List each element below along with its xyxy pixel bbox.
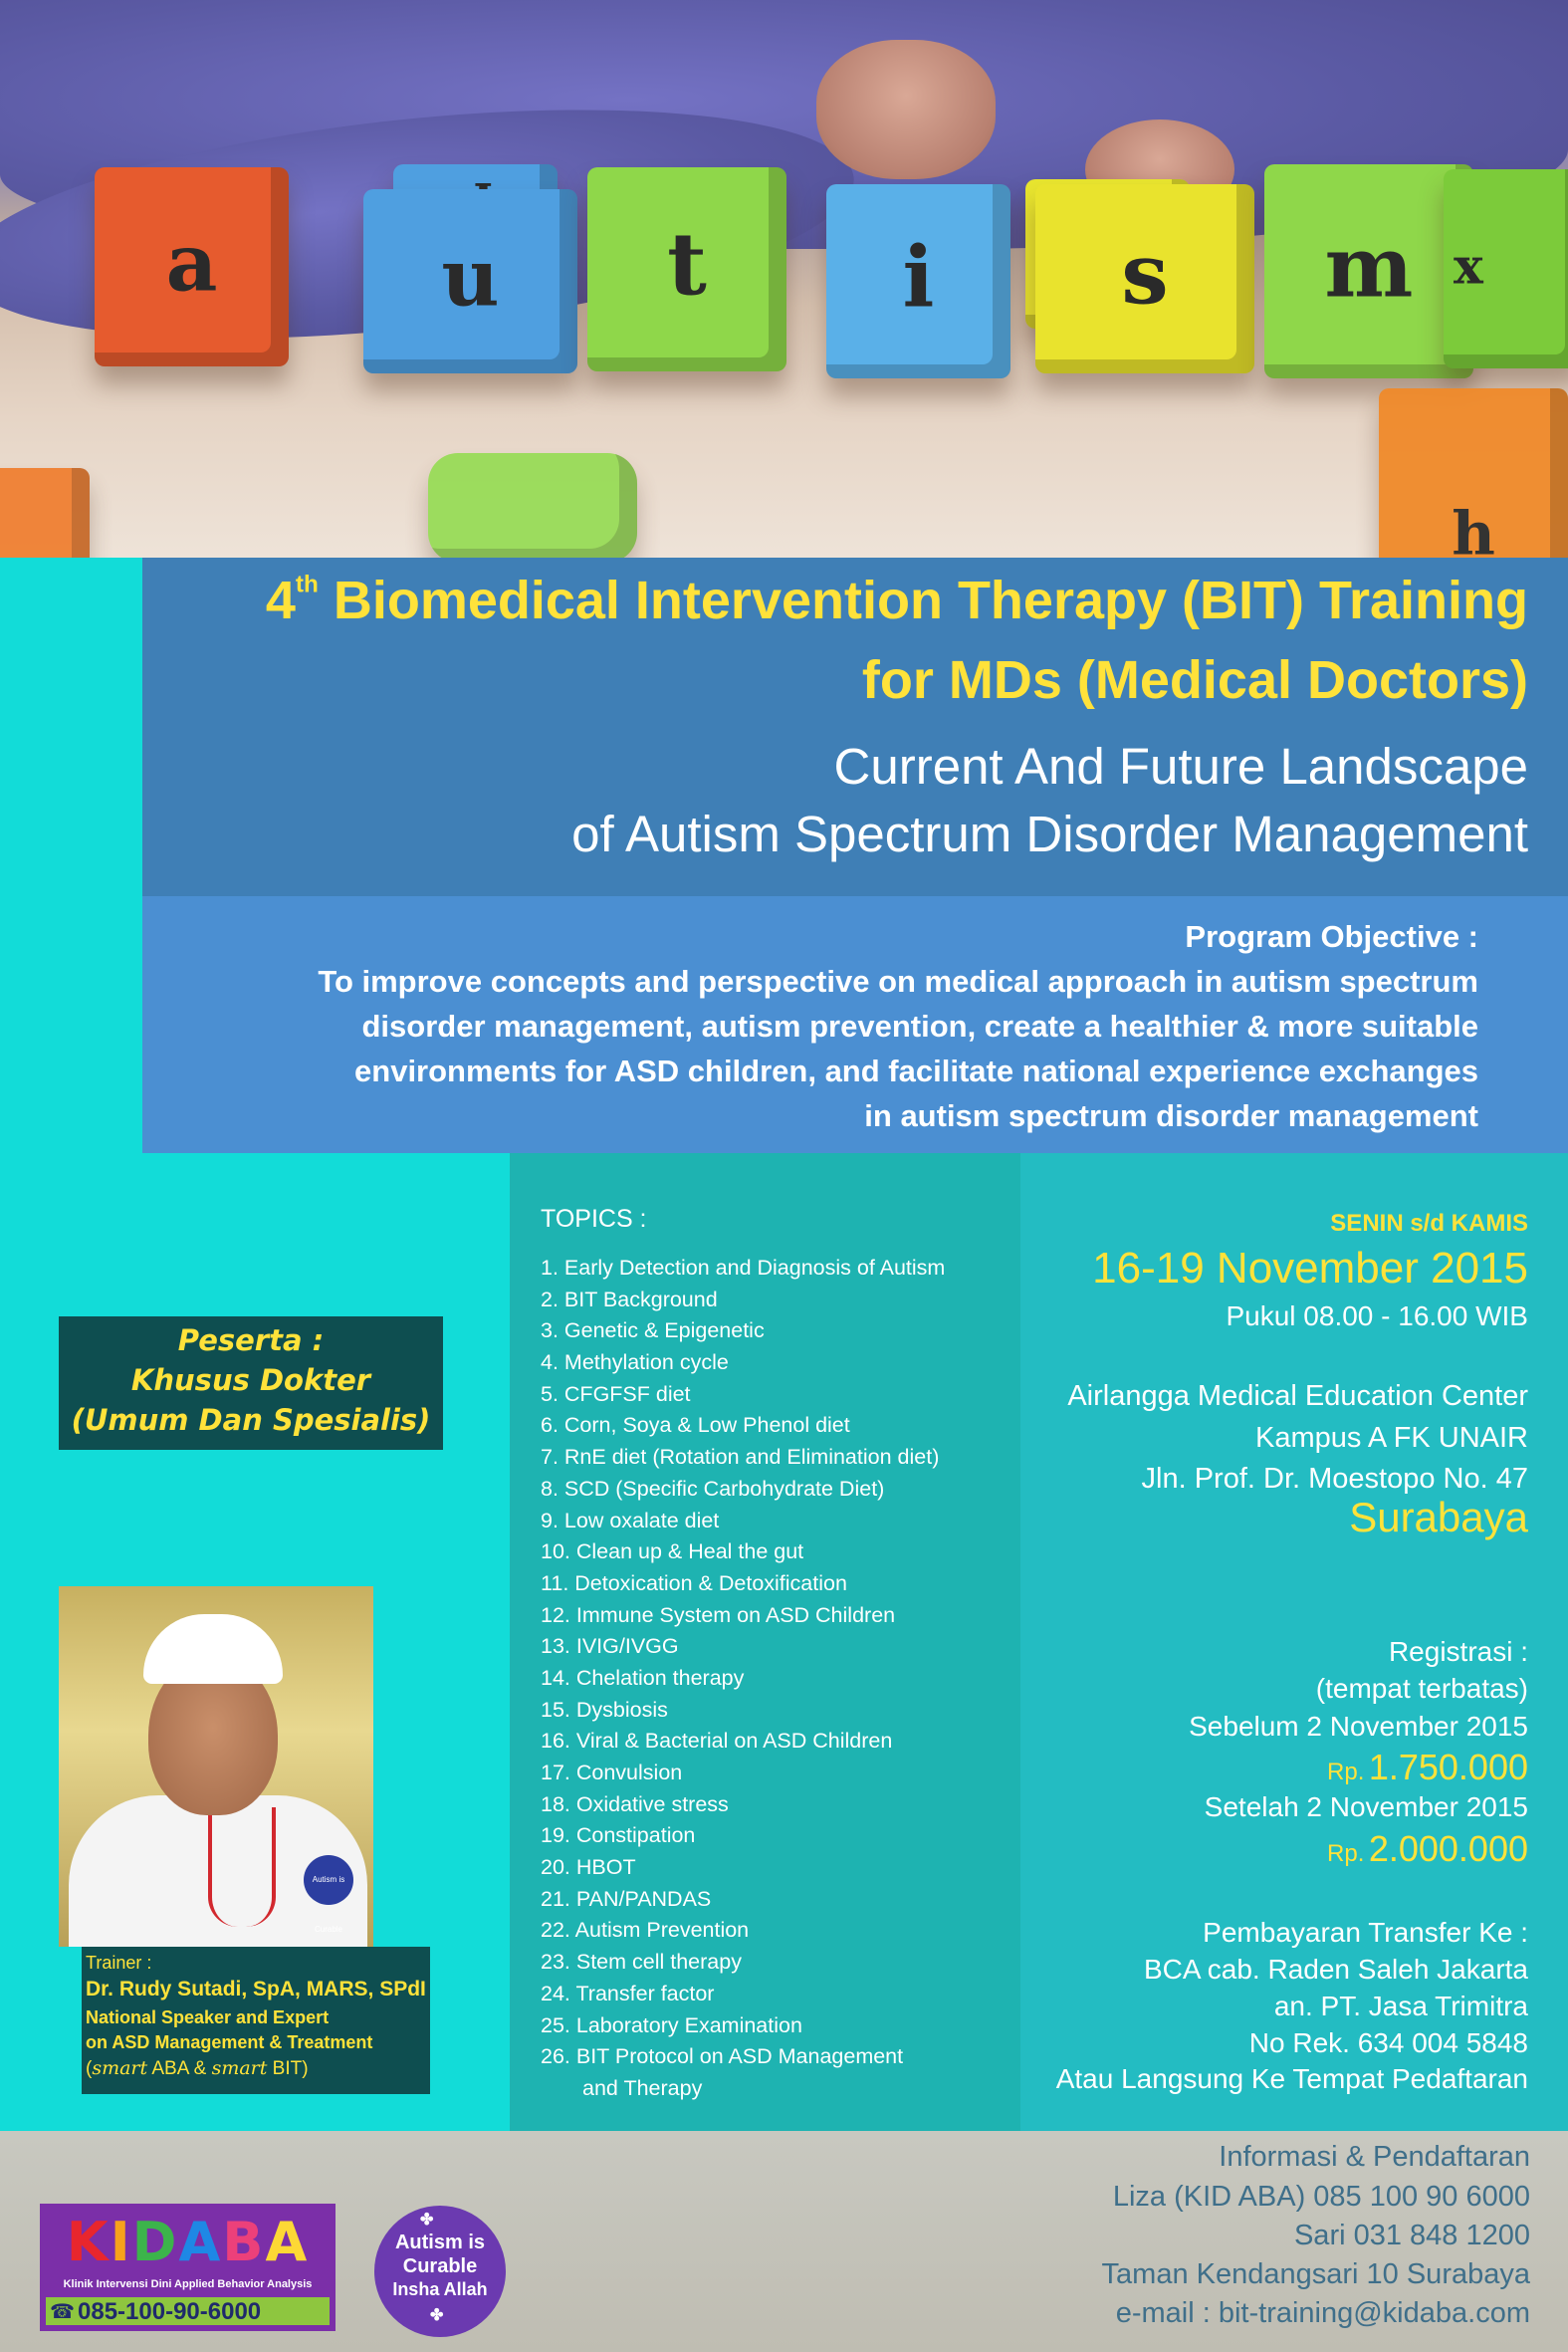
objective-line: environments for ASD children, and facilitate national experience exchanges	[354, 1054, 1478, 1088]
payment-bank: BCA cab. Raden Saleh Jakarta	[1143, 1954, 1528, 1985]
objective-line: in autism spectrum disorder management	[864, 1098, 1478, 1133]
program-text: BIT)	[267, 2058, 309, 2079]
phone-icon: ☎	[50, 2299, 75, 2323]
kidaba-tagline: Klinik Intervensi Dini Applied Behavior Analysis	[63, 2278, 313, 2290]
topic-item: 26. BIT Protocol on ASD Management	[541, 2044, 904, 2069]
badge-line: Curable	[402, 2255, 478, 2277]
footer-email[interactable]: e-mail : bit-training@kidaba.com	[1115, 2297, 1530, 2329]
schedule-time: Pukul 08.00 - 16.00 WIB	[1226, 1300, 1528, 1331]
trainer-cap	[143, 1614, 283, 1684]
participants-line: Khusus Dokter	[130, 1363, 371, 1397]
cube-i: i	[826, 184, 1010, 378]
participants-line: (Umum Dan Spesialis)	[71, 1403, 431, 1437]
topic-item: 12. Immune System on ASD Children	[541, 1602, 896, 1627]
footer-address: Taman Kendangsari 10 Surabaya	[1101, 2258, 1530, 2290]
objective-line: disorder management, autism prevention, create a healthier & more suitable	[361, 1009, 1478, 1044]
event-title-text: Biomedical Intervention Therapy (BIT) Training	[318, 571, 1528, 630]
payment-heading: Pembayaran Transfer Ke :	[1203, 1917, 1528, 1948]
topic-item: 7. RnE diet (Rotation and Elimination diet)	[541, 1445, 940, 1470]
topic-item: 1. Early Detection and Diagnosis of Autism	[541, 1256, 946, 1280]
venue-city: Surabaya	[1349, 1494, 1528, 1540]
payment-account-number: No Rek. 634 004 5848	[1248, 2027, 1528, 2058]
topic-item: 16. Viral & Bacterial on ASD Children	[541, 1729, 893, 1754]
kidaba-letter: K	[66, 2211, 111, 2273]
topic-item: 4. Methylation cycle	[541, 1350, 729, 1375]
objective-heading: Program Objective :	[1185, 919, 1478, 954]
topic-item: 14. Chelation therapy	[541, 1665, 745, 1690]
cube-u: u	[363, 189, 577, 373]
cube-s: s	[1035, 184, 1254, 373]
topic-item: 13. IVIG/IVGG	[541, 1634, 679, 1659]
payment-alternative: Atau Langsung Ke Tempat Pedaftaran	[1055, 2063, 1528, 2094]
topic-item: 23. Stem cell therapy	[541, 1950, 742, 1975]
cube-green-blur	[428, 453, 637, 558]
topic-item: 24. Transfer factor	[541, 1981, 715, 2005]
topic-item: 6. Corn, Soya & Low Phenol diet	[541, 1413, 850, 1438]
objective-panel	[142, 896, 1568, 1153]
kidaba-letter: I	[110, 2211, 132, 2273]
trainer-card	[82, 1947, 430, 2094]
participants-heading: Peserta :	[177, 1323, 325, 1357]
cube-orange-left-blur	[0, 468, 90, 558]
hand-shape	[816, 40, 996, 179]
trainer-lanyard	[208, 1807, 276, 1927]
badge-line: Autism is	[394, 2232, 486, 2253]
puzzle-icon: ✤	[420, 2212, 434, 2229]
smart-word: smart	[211, 2057, 268, 2079]
kidaba-letter: B	[222, 2211, 266, 2273]
event-title-line1	[266, 570, 1528, 631]
registration-before-price	[1327, 1747, 1528, 1788]
subtitle-line1: Current And Future Landscape	[833, 738, 1528, 795]
topic-item: 15. Dysbiosis	[541, 1697, 668, 1722]
venue-address: Jln. Prof. Dr. Moestopo No. 47	[1141, 1463, 1528, 1495]
edition-suffix: th	[295, 571, 319, 598]
topic-item: 21. PAN/PANDAS	[541, 1886, 712, 1911]
trainer-badge: Autism is Curable	[304, 1855, 353, 1905]
registration-heading: Registrasi :	[1388, 1636, 1528, 1667]
venue-name: Airlangga Medical Education Center	[1067, 1380, 1528, 1412]
topic-item: 22. Autism Prevention	[541, 1918, 750, 1943]
trainer-description: on ASD Management & Treatment	[86, 2032, 373, 2052]
cube-x-edge: x	[1444, 169, 1568, 368]
kidaba-letter: A	[265, 2211, 310, 2273]
topic-item: 20. HBOT	[541, 1855, 636, 1880]
trainer-programs	[86, 2057, 309, 2080]
hero-photo	[0, 0, 1568, 558]
cube-t: t	[587, 167, 786, 371]
badge-line: Insha Allah	[392, 2279, 488, 2299]
topic-item-continuation: and Therapy	[582, 2075, 703, 2100]
topic-item: 19. Constipation	[541, 1823, 696, 1848]
topic-item: 25. Laboratory Examination	[541, 2012, 802, 2037]
topics-list	[541, 1253, 945, 2105]
cube-a: a	[95, 167, 289, 366]
topic-item: 8. SCD (Specific Carbohydrate Diet)	[541, 1476, 885, 1501]
price-value: 2.000.000	[1368, 1828, 1528, 1869]
currency-label: Rp.	[1327, 1759, 1365, 1785]
puzzle-icon: ✤	[430, 2307, 444, 2324]
trainer-label: Trainer :	[86, 1953, 152, 1973]
registration-note: (tempat terbatas)	[1315, 1673, 1528, 1704]
payment-account-name: an. PT. Jasa Trimitra	[1273, 1991, 1528, 2021]
topic-item: 2. BIT Background	[541, 1287, 718, 1311]
program-text: ABA &	[147, 2058, 212, 2079]
registration-after-label: Setelah 2 November 2015	[1204, 1791, 1528, 1822]
objective-line: To improve concepts and perspective on medical approach in autism spectrum	[318, 964, 1478, 999]
topic-item: 17. Convulsion	[541, 1761, 683, 1784]
kidaba-letter: A	[178, 2211, 223, 2273]
kidaba-phone: 085-100-90-6000	[78, 2298, 262, 2325]
kidaba-logo	[40, 2204, 336, 2331]
trainer-name: Dr. Rudy Sutadi, SpA, MARS, SPdI	[86, 1978, 426, 2000]
trainer-description: National Speaker and Expert	[86, 2007, 330, 2027]
edition-number: 4	[265, 571, 296, 630]
smart-word: smart	[92, 2057, 148, 2079]
cube-orange-right-blur: h	[1379, 388, 1568, 558]
footer-contact: Liza (KID ABA) 085 100 90 6000	[1112, 2181, 1530, 2213]
objective-text	[318, 914, 1478, 1138]
registration-before-label: Sebelum 2 November 2015	[1189, 1711, 1528, 1742]
subtitle-line2: of Autism Spectrum Disorder Management	[571, 806, 1528, 862]
currency-label: Rp.	[1327, 1840, 1365, 1867]
footer-contact: Sari 031 848 1200	[1293, 2220, 1530, 2251]
topic-item: 10. Clean up & Heal the gut	[541, 1539, 804, 1564]
paren: (	[86, 2058, 93, 2079]
event-title-line2: for MDs (Medical Doctors)	[861, 650, 1528, 710]
kidaba-letters	[50, 2212, 326, 2273]
autism-curable-badge	[374, 2206, 506, 2337]
topic-item: 3. Genetic & Epigenetic	[541, 1318, 765, 1343]
venue-campus: Kampus A FK UNAIR	[1255, 1422, 1528, 1454]
trainer-photo	[59, 1586, 373, 1947]
participants-box	[59, 1316, 443, 1450]
schedule-days: SENIN s/d KAMIS	[1330, 1210, 1528, 1237]
topic-item: 18. Oxidative stress	[541, 1791, 729, 1816]
footer-info-heading: Informasi & Pendaftaran	[1219, 2141, 1530, 2173]
cube-m: m	[1264, 164, 1473, 378]
topic-item: 5. CFGFSF diet	[541, 1381, 691, 1406]
schedule-dates: 16-19 November 2015	[1092, 1244, 1528, 1293]
topic-item: 9. Low oxalate diet	[541, 1508, 720, 1532]
topics-heading: TOPICS :	[541, 1205, 647, 1233]
kidaba-letter: D	[131, 2211, 179, 2273]
topic-item: 11. Detoxication & Detoxification	[541, 1570, 847, 1595]
registration-after-price	[1327, 1828, 1528, 1870]
price-value: 1.750.000	[1368, 1747, 1528, 1787]
